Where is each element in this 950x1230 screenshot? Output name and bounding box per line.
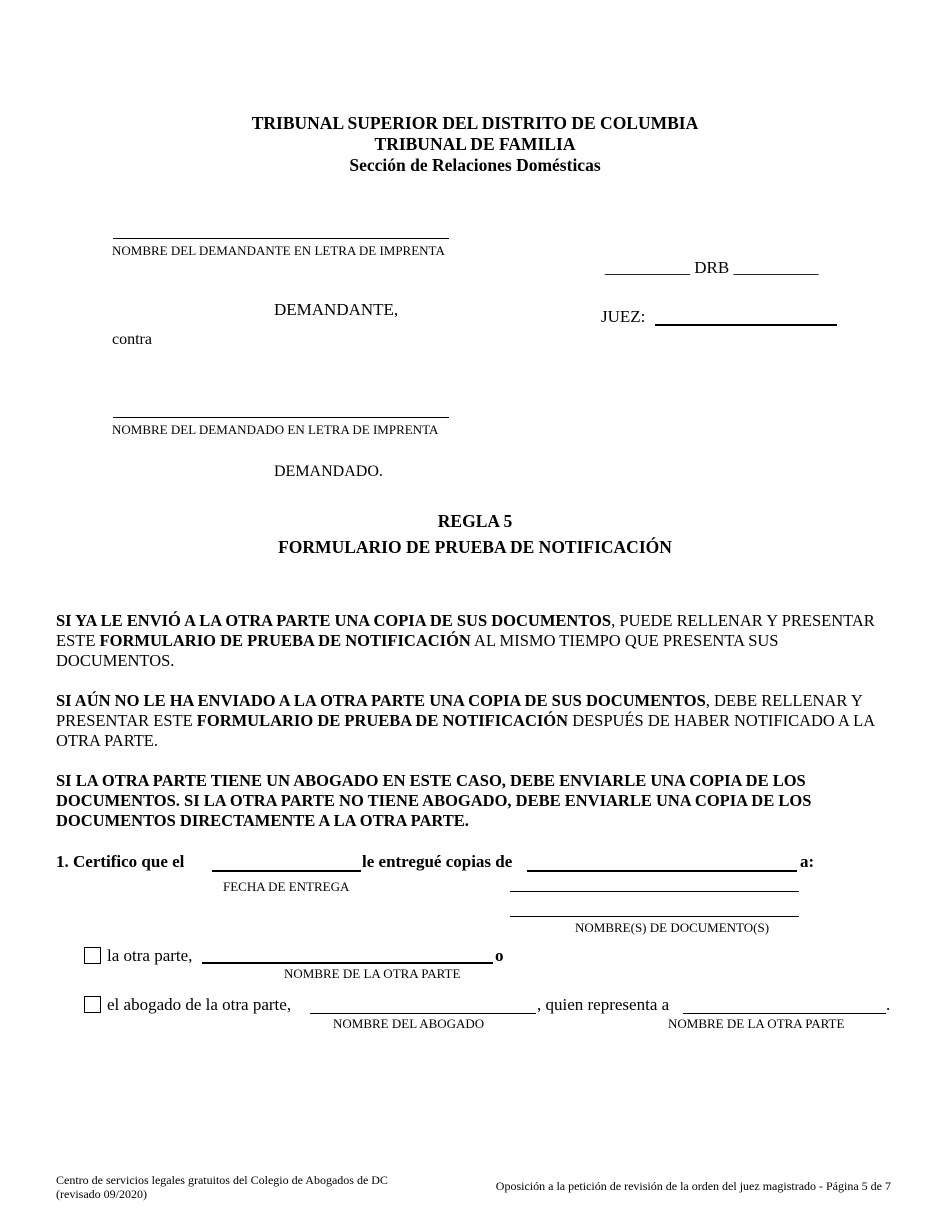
attorney-period: . <box>886 995 891 1014</box>
instruction-paragraph-3: SI LA OTRA PARTE TIENE UN ABOGADO EN ESTE CASO, DEBE ENVIARLE UNA COPIA DE LOS DOCUMENTOS. SI LA OTRA PARTE NO TIENE ABOGADO, DEBE ENVIARLE UNA COPIA DE LOS DOCUMENTOS DIRECTAMENTE A LA OTRA PARTE. <box>56 771 812 830</box>
footer-organization: Centro de servicios legales gratuitos del Colegio de Abogados de DC <box>56 1173 388 1187</box>
attorney-text: el abogado de la otra parte, <box>107 995 292 1014</box>
attorney-name-field[interactable] <box>310 1013 536 1014</box>
court-section: Sección de Relaciones Domésticas <box>349 155 601 175</box>
case-type: DRB <box>694 258 730 277</box>
instruction-1-end: AL MISMO TIEMPO QUE PRESENTA SUS DOCUMENTOS. <box>56 631 779 670</box>
certify-mid: le entregué copias de <box>362 852 513 871</box>
judge-label: JUEZ: <box>601 307 646 326</box>
documents-field-line-3[interactable] <box>510 916 799 917</box>
plaintiff-role: DEMANDANTE, <box>274 300 399 319</box>
plaintiff-name-label: NOMBRE DEL DEMANDANTE EN LETRA DE IMPRENTA <box>112 243 445 258</box>
attorney-name-label: NOMBRE DEL ABOGADO <box>333 1016 485 1031</box>
footer-page-info: Oposición a la petición de revisión de la orden del juez magistrado - Página 5 de 7 <box>495 1179 891 1193</box>
or-text: o <box>495 946 504 965</box>
represents-text: , quien representa a <box>537 995 670 1014</box>
defendant-role: DEMANDADO. <box>274 463 383 480</box>
footer-revised: (revisado 09/2020) <box>56 1187 147 1201</box>
delivery-date-label: FECHA DE ENTREGA <box>223 879 350 894</box>
court-division: TRIBUNAL DE FAMILIA <box>374 134 576 154</box>
documents-label: NOMBRE(S) DE DOCUMENTO(S) <box>575 920 770 935</box>
judge-name-line[interactable] <box>655 324 837 326</box>
instruction-2-bold-form: FORMULARIO DE PRUEBA DE NOTIFICACIÓN <box>196 711 569 730</box>
other-party-checkbox[interactable] <box>84 947 101 964</box>
plaintiff-name-line[interactable] <box>113 238 449 239</box>
instruction-paragraph-2 <box>56 691 896 751</box>
case-prefix-blank[interactable]: __________ <box>605 258 690 277</box>
instruction-1-bold-form: FORMULARIO DE PRUEBA DE NOTIFICACIÓN <box>99 631 471 650</box>
court-name: TRIBUNAL SUPERIOR DEL DISTRITO DE COLUMBIA <box>251 113 699 133</box>
rule-title: REGLA 5 <box>437 511 513 531</box>
instruction-2-mid: , DEBE RELLENAR Y PRESENTAR ESTE <box>56 691 863 730</box>
other-party-text: la otra parte, <box>107 946 193 965</box>
defendant-name-line[interactable] <box>113 417 449 418</box>
case-suffix-blank[interactable]: __________ <box>733 258 819 277</box>
delivery-date-field[interactable] <box>212 870 361 872</box>
instruction-1-mid: , PUEDE RELLENAR Y PRESENTAR ESTE <box>56 611 875 650</box>
defendant-name-label: NOMBRE DEL DEMANDADO EN LETRA DE IMPRENTA <box>112 422 439 437</box>
instruction-1-bold: SI YA LE ENVIÓ A LA OTRA PARTE UNA COPIA DE SUS DOCUMENTOS <box>56 611 612 630</box>
other-party-name-label: NOMBRE DE LA OTRA PARTE <box>284 966 461 981</box>
form-title: FORMULARIO DE PRUEBA DE NOTIFICACIÓN <box>278 537 672 557</box>
certify-lead: 1. Certifico que el <box>56 852 185 871</box>
attorney-checkbox[interactable] <box>84 996 101 1013</box>
certify-end: a: <box>800 852 815 871</box>
other-party-name-field[interactable] <box>202 962 493 964</box>
documents-field-line-2[interactable] <box>510 891 799 892</box>
instruction-2-end: DESPUÉS DE HABER NOTIFICADO A LA OTRA PARTE. <box>56 711 875 750</box>
case-number[interactable] <box>605 258 818 278</box>
documents-field[interactable] <box>527 870 797 872</box>
instruction-2-bold: SI AÚN NO LE HA ENVIADO A LA OTRA PARTE UNA COPIA DE SUS DOCUMENTOS <box>56 691 706 710</box>
instruction-paragraph-1 <box>56 611 896 671</box>
versus-text: contra <box>112 331 152 348</box>
represented-party-label: NOMBRE DE LA OTRA PARTE <box>668 1016 845 1031</box>
represented-party-field[interactable] <box>683 1013 886 1014</box>
